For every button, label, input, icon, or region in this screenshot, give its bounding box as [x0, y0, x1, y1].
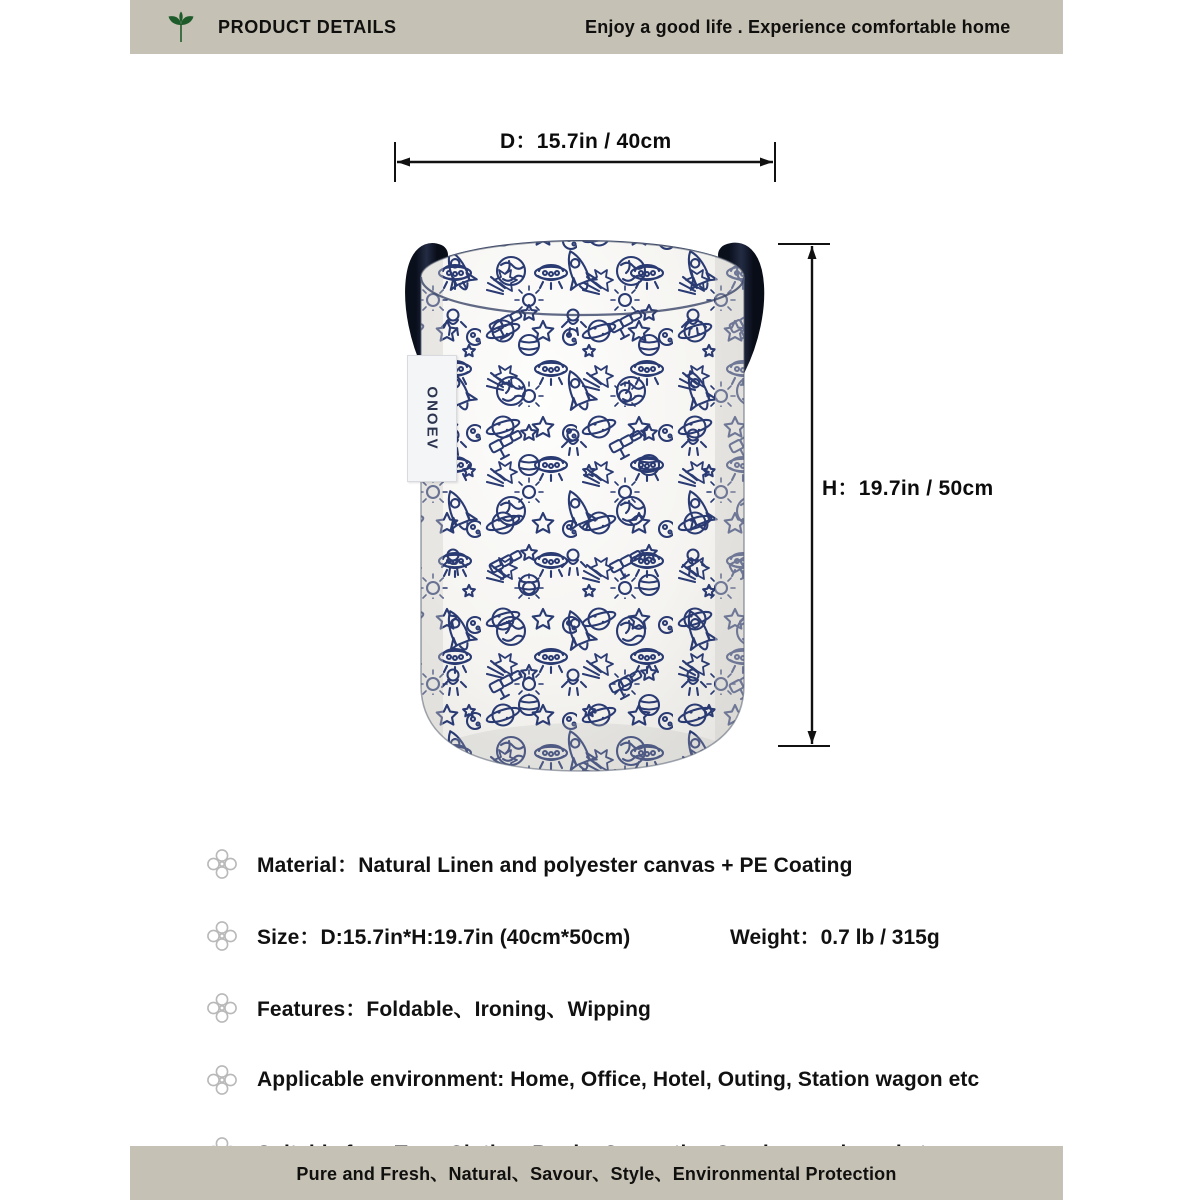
spec-row-environment — [205, 1044, 1045, 1116]
product-illustration — [300, 120, 994, 820]
spec-row-material — [205, 828, 1045, 900]
storage-basket — [385, 215, 780, 785]
footer-slogan: Pure and Fresh、Natural、Savour、Style、Environmental Protection — [296, 1164, 897, 1184]
spec-text: Features：Foldable、Ironing、Wipping — [257, 998, 651, 1021]
height-dimension-label: H：19.7in / 50cm — [822, 477, 994, 500]
spec-row-features — [205, 972, 1045, 1044]
header-slogan: Enjoy a good life . Experience comfortable home — [585, 16, 1011, 37]
spec-row-size — [205, 900, 1045, 972]
quatrefoil-bullet-icon — [205, 991, 239, 1025]
brand-tag-label: ONOEV — [423, 386, 441, 451]
page-title: PRODUCT DETAILS — [218, 16, 397, 37]
specification-list — [205, 828, 1045, 1188]
spec-weight-value: Weight：0.7 lb / 315g — [730, 926, 940, 949]
quatrefoil-bullet-icon — [205, 847, 239, 881]
header-bar — [130, 0, 1063, 54]
quatrefoil-bullet-icon — [205, 919, 239, 953]
spec-text: Material：Natural Linen and polyester canvas + PE Coating — [257, 854, 853, 877]
width-dimension-label: D：15.7in / 40cm — [500, 130, 672, 153]
spec-text: Size：D:15.7in*H:19.7in (40cm*50cm) — [257, 926, 631, 949]
brand-tag — [407, 355, 457, 482]
footer-bar — [130, 1146, 1063, 1200]
leaf-sprig-icon — [166, 11, 196, 43]
spec-text: Applicable environment: Home, Office, Hotel, Outing, Station wagon etc — [257, 1068, 980, 1091]
quatrefoil-bullet-icon — [205, 1063, 239, 1097]
basket-illustration — [385, 215, 780, 785]
